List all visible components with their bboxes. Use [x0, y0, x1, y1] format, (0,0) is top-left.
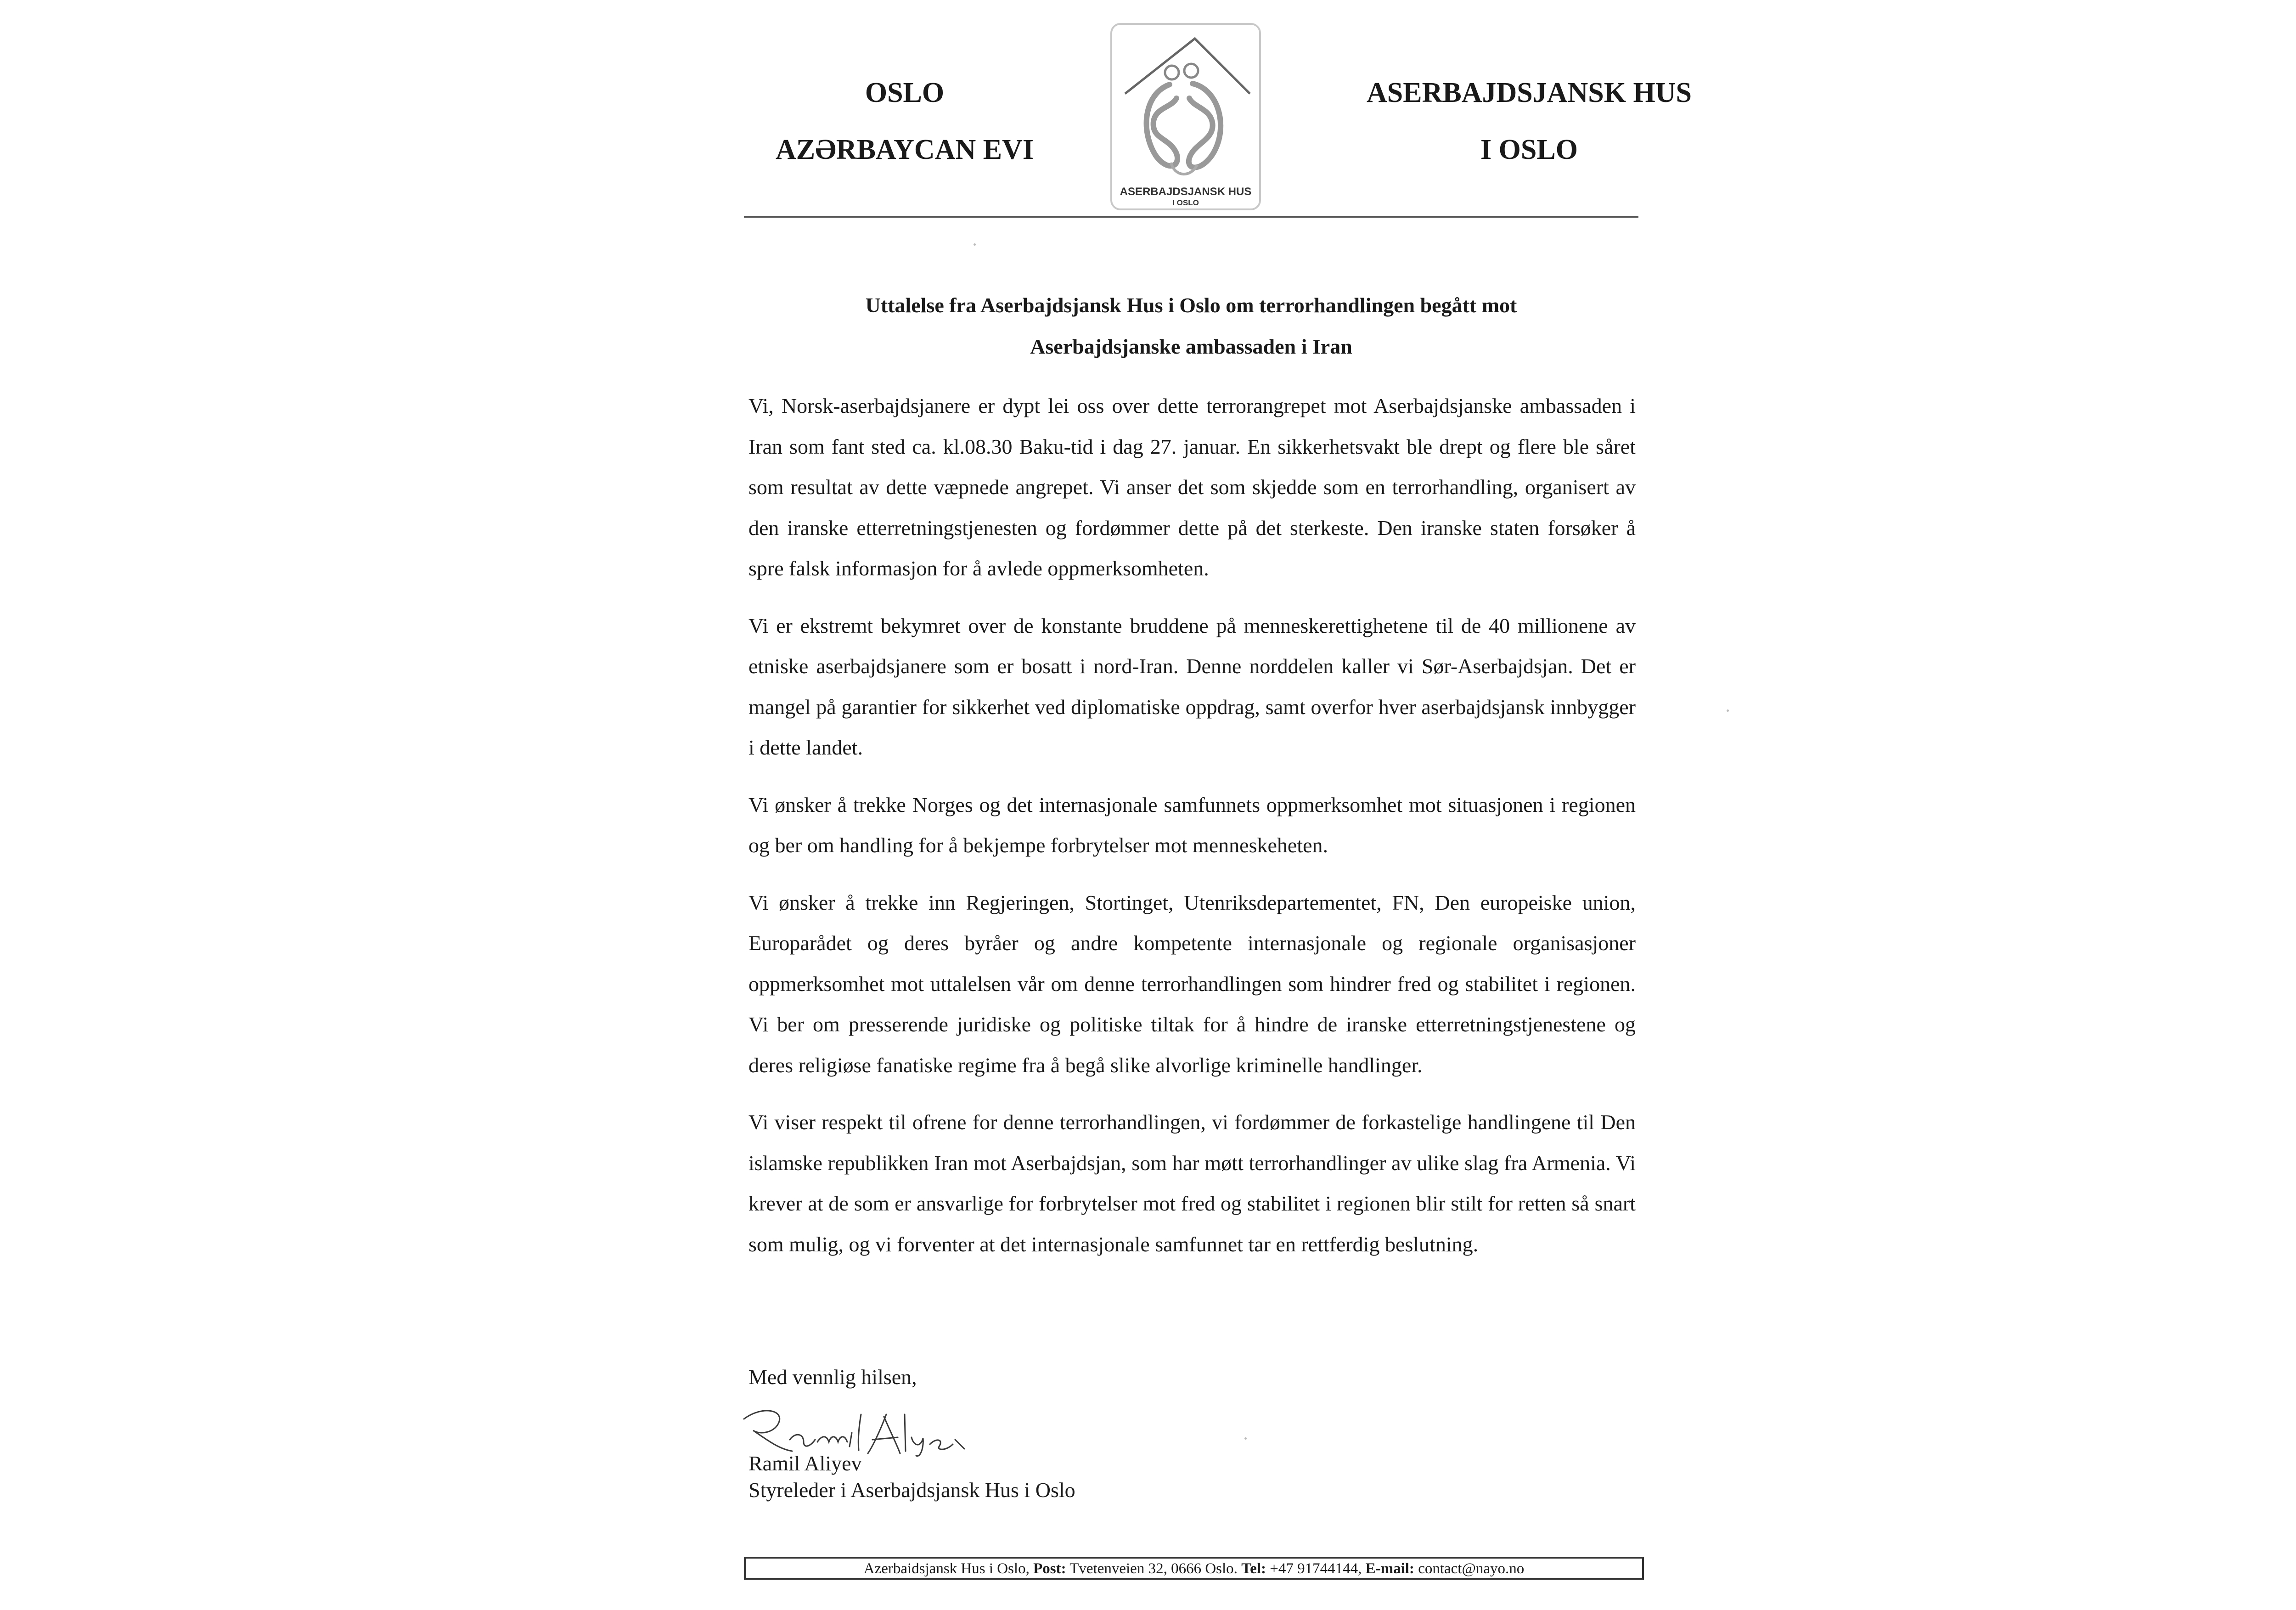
footer-email-label: E-mail: — [1365, 1560, 1414, 1577]
document-title-line2: Aserbajdsjanske ambassaden i Iran — [1030, 335, 1352, 358]
signer-role: Styreleder i Aserbajdsjansk Hus i Oslo — [748, 1478, 1075, 1502]
organization-logo — [1110, 23, 1261, 210]
footer-tel-label: Tel: — [1241, 1560, 1266, 1577]
body-paragraph: Vi er ekstremt bekymret over de konstante bruddene på menneskerettighetene til de 40 millionene av etniske aserbajdsjanere som er bosatt i nord-Iran. Denne norddelen kaller vi Sør-Aserbajdsjan. Det er mangel på garantier for sikkerhet ved diplomatiske oppdrag, samt overfor hver aserbajdsjansk innbygger i dette landet. — [748, 614, 1636, 759]
letter-body — [748, 386, 1636, 1281]
scan-speck — [1727, 709, 1729, 712]
scan-speck — [1244, 1437, 1247, 1440]
two-figures-house-logo-icon — [1112, 25, 1259, 208]
document-title-line1: Uttalelse fra Aserbajdsjansk Hus i Oslo om terrorhandlingen begått mot — [865, 293, 1517, 317]
body-paragraph: Vi ønsker å trekke Norges og det internasjonale samfunnets oppmerksomhet mot situasjonen i regionen og ber om handling for å bekjempe forbrytelser mot menneskeheten. — [748, 793, 1636, 857]
letterhead-right-line1: ASERBAJDSJANSK HUS — [1366, 77, 1692, 108]
scan-speck — [974, 243, 976, 246]
letterhead-right-line2: I OSLO — [1480, 134, 1578, 165]
body-paragraph: Vi, Norsk-aserbajdsjanere er dypt lei oss over dette terrorangrepet mot Aserbajdsjanske ambassaden i Iran som fant sted ca. kl.08.30 Baku-tid i dag 27. januar. En sikkerhetsvakt ble drept og flere ble såret som resultat av dette væpnede angrepet. Vi anser det som skjedde som en terrorhandling, organisert av den iranske etterretningstjenesten og fordømmer dette på det sterkeste. Den iranske staten forsøker å spre falsk informasjon for å avlede oppmerksomheten. — [748, 394, 1636, 580]
logo-caption-line1: ASERBAJDSJANSK HUS — [1120, 186, 1252, 198]
body-paragraph: Vi ønsker å trekke inn Regjeringen, Stortinget, Utenriksdepartementet, FN, Den europeiske union, Europarådet og deres byråer og andre kompetente internasjonale og regionale organisasjoner oppmerksomhet mot uttalelsen vår om denne terrorhandlingen som hindrer fred og stabilitet i regionen. Vi ber om presserende juridiske og politiske tiltak for å hindre de iranske etterretningstjenestene og deres religiøse fanatiske regime fra å begå slike alvorlige kriminelle handlinger. — [748, 890, 1636, 1077]
footer-contact-box — [744, 1557, 1644, 1580]
logo-caption-line2: I OSLO — [1172, 198, 1199, 207]
signer-name: Ramil Aliyev — [748, 1452, 862, 1475]
footer-post-label: Post: — [1033, 1560, 1066, 1577]
footer-tel-value: +47 91744144, — [1270, 1560, 1362, 1577]
document-title — [744, 285, 1638, 367]
closing-salutation: Med vennlig hilsen, — [748, 1365, 917, 1389]
footer-org: Azerbaidsjansk Hus i Oslo, — [863, 1560, 1030, 1577]
letterhead-right — [1286, 64, 1773, 178]
letterhead-left — [716, 64, 1093, 178]
letterhead-left-line2: AZƏRBAYCAN EVI — [776, 134, 1034, 165]
footer-email-link[interactable]: contact@nayo.no — [1418, 1560, 1525, 1577]
signer-block — [748, 1450, 1575, 1503]
body-paragraph: Vi viser respekt til ofrene for denne terrorhandlingen, vi fordømmer de forkastelige handlingene til Den islamske republikken Iran mot Aserbajdsjan, som har møtt terrorhandlinger av ulike slag fra Armenia. Vi krever at de som er ansvarlige for forbrytelser mot fred og stabilitet i regionen blir stilt for retten så snart som mulig, og vi forventer at det internasjonale samfunnet tar en rettferdig beslutning. — [748, 1110, 1636, 1256]
header-divider — [744, 216, 1638, 218]
letterhead-left-line1: OSLO — [865, 77, 945, 108]
footer-post-value: Tvetenveien 32, 0666 Oslo. — [1069, 1560, 1238, 1577]
